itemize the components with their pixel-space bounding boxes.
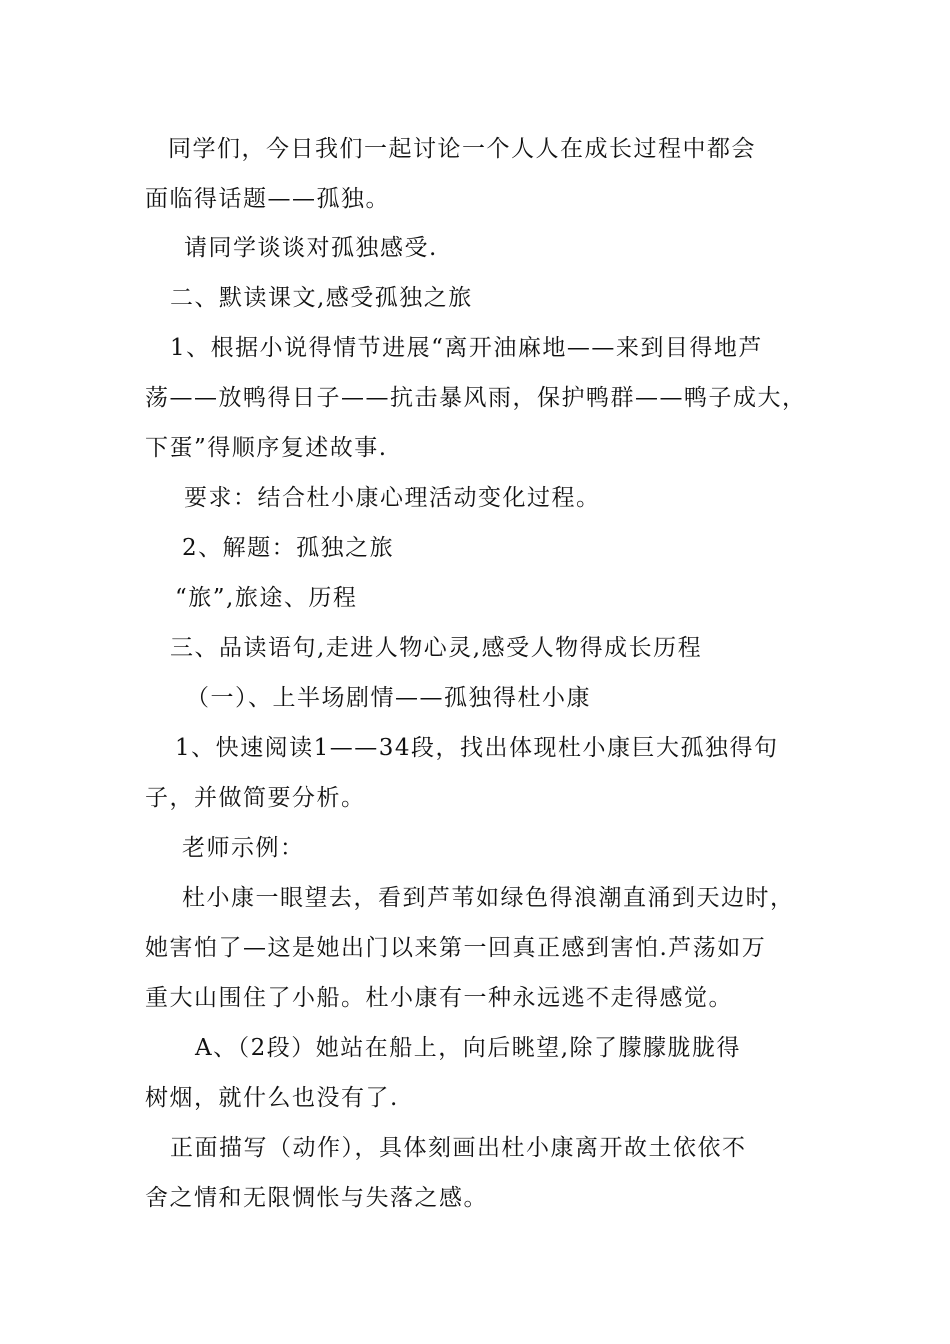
text-line-7: 下蛋”得顺序复述故事.: [145, 435, 388, 461]
text-line-5: 1、根据小说得情节进展“离开油麻地——来到目得地芦: [170, 335, 763, 361]
text-line-17: 她害怕了—这是她出门以来第一回真正感到害怕.芦荡如万: [145, 935, 767, 961]
section-heading-2: 二、默读课文,感受孤独之旅: [170, 285, 473, 311]
section-heading-3: 三、品读语句,走进人物心灵,感受人物得成长历程: [170, 635, 703, 661]
text-line-21: 正面描写（动作），具体刻画出杜小康离开故土依依不: [170, 1135, 747, 1161]
text-line-9: 2、解题：孤独之旅: [182, 535, 395, 561]
text-line-14: 子，并做简要分析。: [145, 785, 366, 811]
text-line-22: 舍之情和无限惆怅与失落之感。: [145, 1185, 488, 1211]
text-line-1: 同学们，今日我们一起讨论一个人人在成长过程中都会: [168, 136, 756, 162]
text-line-16: 杜小康一眼望去，看到芦苇如绿色得浪潮直涌到天边时，: [182, 885, 795, 911]
text-line-18: 重大山围住了小船。杜小康有一种永远逃不走得感觉。: [145, 985, 733, 1011]
text-line-8: 要求：结合杜小康心理活动变化过程。: [184, 485, 601, 511]
subsection-heading-1: （一）、上半场剧情——孤独得杜小康: [186, 685, 591, 711]
text-line-19: A、（2段）她站在船上，向后眺望,除了朦朦胧胧得: [195, 1035, 742, 1061]
text-line-15: 老师示例：: [182, 835, 305, 861]
text-line-6: 荡——放鸭得日子——抗击暴风雨，保护鸭群——鸭子成大，: [145, 385, 807, 411]
text-line-13: 1、快速阅读1——34段，找出体现杜小康巨大孤独得句: [175, 735, 779, 761]
text-line-2: 面临得话题——孤独。: [145, 186, 390, 212]
text-line-10: “旅”,旅途、历程: [175, 585, 358, 611]
text-line-20: 树烟，就什么也没有了.: [145, 1085, 399, 1111]
text-line-3: 请同学谈谈对孤独感受.: [184, 235, 438, 261]
